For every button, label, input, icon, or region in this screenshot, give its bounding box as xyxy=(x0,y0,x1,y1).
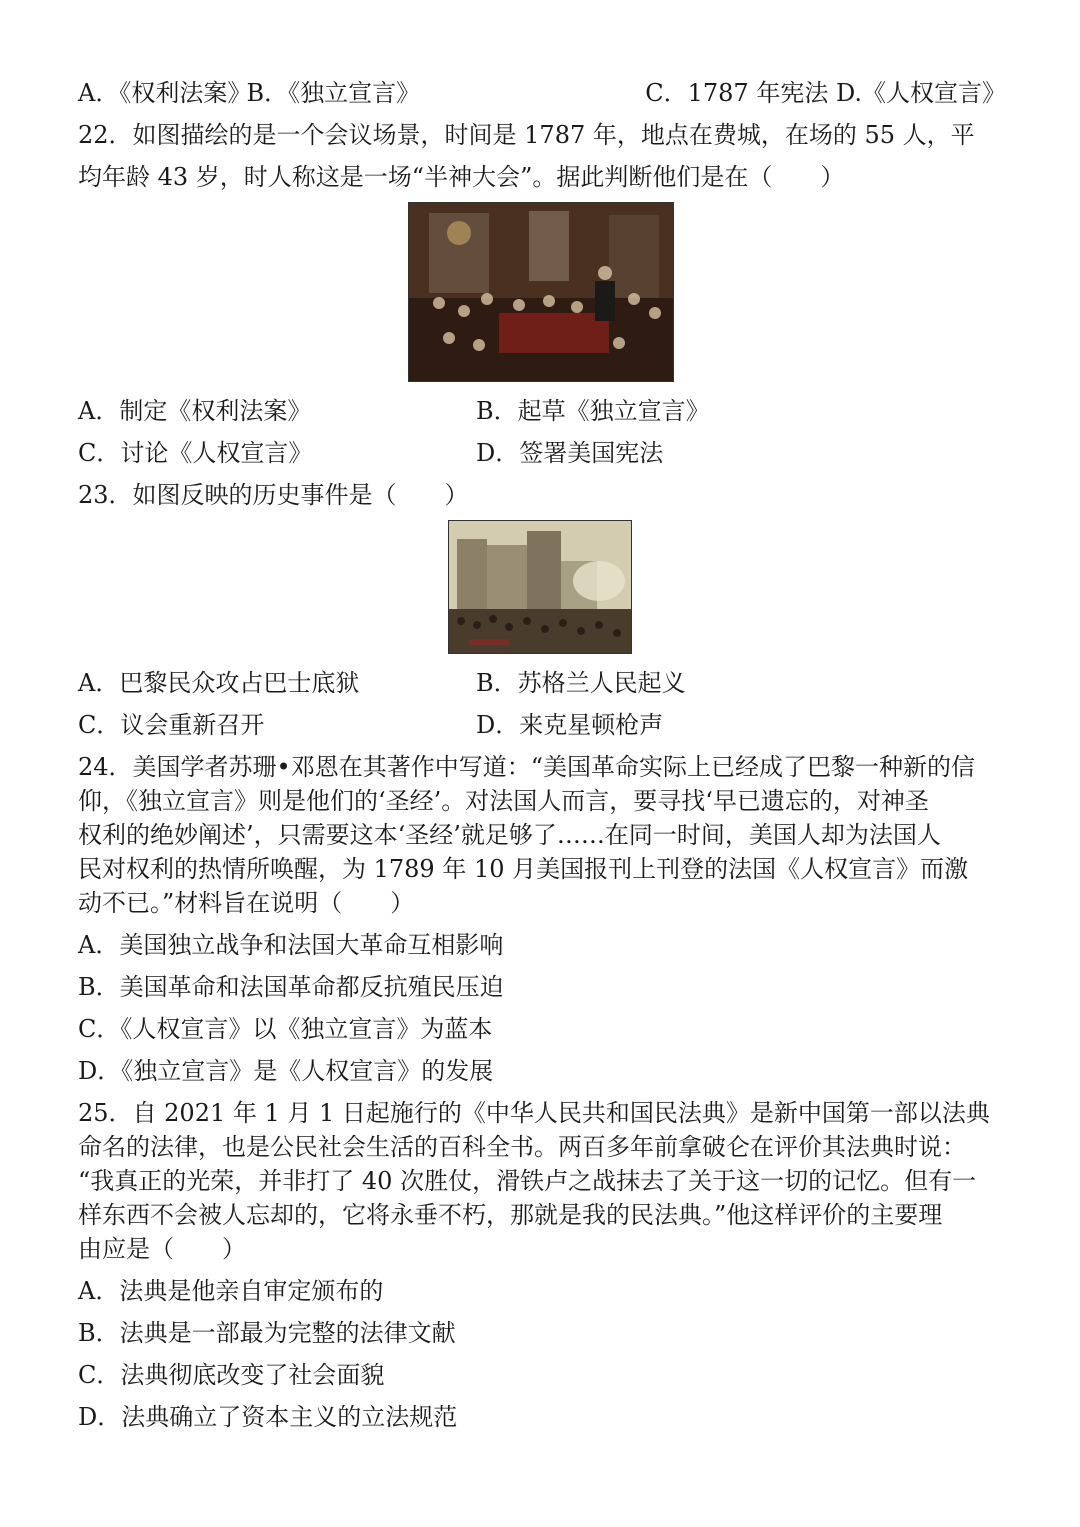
bastille-painting xyxy=(448,520,632,654)
q23-option-b: B．苏格兰人民起义 xyxy=(476,669,686,697)
q24-stem-line-3: 权利的绝妙阐述’，只需要这本‘圣经’就足够了……在同一时间，美国人却为法国人 xyxy=(78,821,941,849)
q21-options-row xyxy=(78,76,1006,110)
q25-stem-line-3: “我真正的光荣，并非打了 40 次胜仗，滑铁卢之战抹去了关于这一切的记忆。但有一 xyxy=(78,1167,977,1195)
q24-option-b: B．美国革命和法国革命都反抗殖民压迫 xyxy=(78,973,504,1001)
q23-option-c: C．议会重新召开 xyxy=(78,711,265,739)
q23-option-a: A．巴黎民众攻占巴士底狱 xyxy=(78,669,360,697)
q25-stem-line-1: 25．自 2021 年 1 月 1 日起施行的《中华人民共和国民法典》是新中国第一部以法典 xyxy=(78,1099,990,1127)
q25-stem-line-2: 命名的法律，也是公民社会生活的百科全书。两百多年前拿破仑在评价其法典时说： xyxy=(78,1133,966,1161)
q22-option-d: D．签署美国宪法 xyxy=(476,439,664,467)
q24-option-c: C．《人权宣言》以《独立宣言》为蓝本 xyxy=(78,1015,493,1043)
q25-stem-line-4: 样东西不会被人忘却的，它将永垂不朽，那就是我的民法典。”他这样评价的主要理 xyxy=(78,1201,943,1229)
q21-option-c-d: C．1787 年宪法 D.《人权宣言》 xyxy=(645,79,1006,107)
q23-options-row-1 xyxy=(78,666,1006,700)
q25-stem-line-5: 由应是（ ） xyxy=(78,1235,246,1263)
q21-option-b: B．《独立宣言》 xyxy=(246,79,421,107)
q24-stem-line-1: 24．美国学者苏珊•邓恩在其著作中写道：“美国革命实际上已经成了巴黎一种新的信 xyxy=(78,753,975,781)
q24-stem-line-2: 仰，《独立宣言》则是他们的‘圣经’。对法国人而言，要寻找‘早已遗忘的，对神圣 xyxy=(78,787,929,815)
convention-scene-illustration xyxy=(409,203,673,381)
q22-option-a: A．制定《权利法案》 xyxy=(78,397,312,425)
q23-stem: 23．如图反映的历史事件是（ ） xyxy=(78,481,469,509)
q25-option-a: A．法典是他亲自审定颁布的 xyxy=(78,1277,384,1305)
q22-options-row-1 xyxy=(78,394,1006,428)
q22-option-b: B．起草《独立宣言》 xyxy=(476,397,710,425)
q25-option-d: D．法典确立了资本主义的立法规范 xyxy=(78,1403,458,1431)
q25-option-c: C．法典彻底改变了社会面貌 xyxy=(78,1361,385,1389)
exam-page xyxy=(78,76,1006,1442)
constitutional-convention-painting xyxy=(408,202,674,382)
q25-option-b: B．法典是一部最为完整的法律文献 xyxy=(78,1319,456,1347)
q22-options-row-2 xyxy=(78,436,1006,470)
q24-stem-line-5: 动不已。”材料旨在说明（ ） xyxy=(78,889,415,917)
q23-option-d: D．来克星顿枪声 xyxy=(476,711,664,739)
q22-stem-line-1: 22．如图描绘的是一个会议场景，时间是 1787 年，地点在费城，在场的 55 人，平 xyxy=(78,121,975,149)
q23-options-row-2 xyxy=(78,708,1006,742)
q21-option-a: A．《权利法案》 xyxy=(78,79,252,107)
q22-stem-line-2: 均年龄 43 岁，时人称这是一场“半神大会”。据此判断他们是在（ ） xyxy=(78,163,845,191)
q24-stem-line-4: 民对权利的热情所唤醒，为 1789 年 10 月美国报刊上刊登的法国《人权宣言》而激 xyxy=(78,855,969,883)
bastille-scene-illustration xyxy=(449,521,631,653)
q22-option-c: C．讨论《人权宣言》 xyxy=(78,439,313,467)
q24-option-a: A．美国独立战争和法国大革命互相影响 xyxy=(78,931,504,959)
q24-option-d: D．《独立宣言》是《人权宣言》的发展 xyxy=(78,1057,494,1085)
